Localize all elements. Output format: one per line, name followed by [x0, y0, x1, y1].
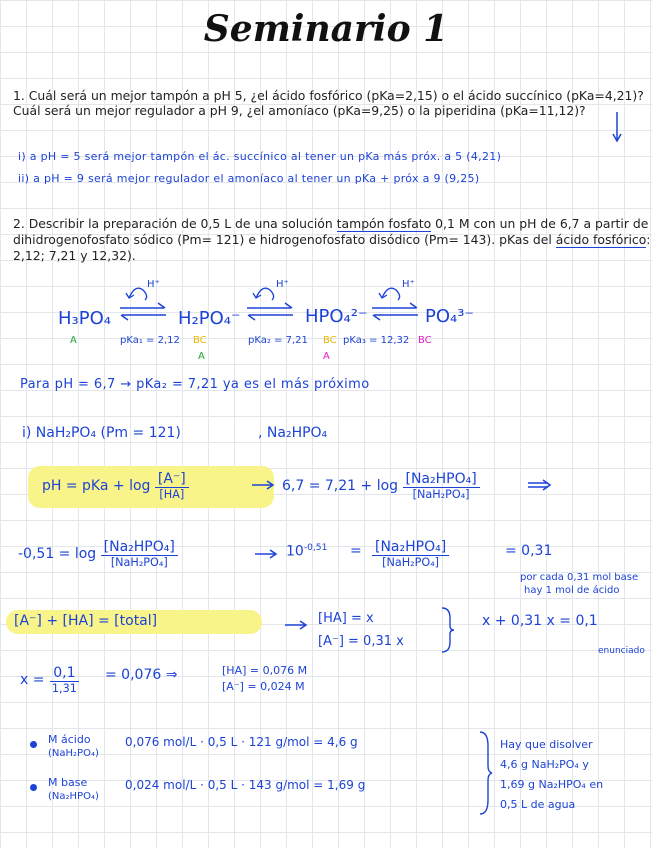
salt-1: i) NaH₂PO₄ (Pm = 121) — [22, 425, 181, 441]
question-2-line-1: 2. Describir la preparación de 0,5 L de una solución tampón fosfato 0,1 M con un pH de 6,7 a partir de — [13, 216, 649, 231]
x-result: = 0,076 ⇒ — [105, 667, 178, 683]
conclusion-line-3: 1,69 g Na₂HPO₄ en — [500, 778, 604, 791]
salt-2: , Na₂HPO₄ — [258, 425, 328, 441]
brace-icon — [440, 606, 456, 654]
answer-1-ii: ii) a pH = 9 será mejor regulador el amoníaco al tener un pKa + próx a 9 (9,25) — [18, 172, 480, 185]
species-h3po4: H₃PO₄ — [58, 308, 111, 329]
arrow-icon — [252, 480, 276, 490]
system-line-1: [HA] = x — [318, 611, 374, 626]
equation-1: 6,7 = 7,21 + log $\frac{\text{[Na₂HPO₄]}}{\text{[NaH₂PO₄]}}$ — [282, 471, 480, 501]
down-arrow-icon — [612, 112, 624, 146]
acid-mass-label: M ácido — [48, 733, 91, 746]
arrow-icon — [285, 620, 309, 630]
arrow-icon — [255, 549, 279, 559]
total-equation: [A⁻] + [HA] = [total] — [14, 613, 158, 629]
equilibrium-arrow-icon — [118, 300, 168, 326]
proton-label: H⁺ — [276, 279, 289, 290]
equals-sign: = — [350, 543, 362, 559]
system-line-3: x + 0,31 x = 0,1 — [482, 613, 598, 629]
note-line-2: hay 1 mol de ácido — [524, 585, 620, 596]
pka2-label: pKa₂ = 7,21 — [248, 335, 308, 346]
pka3-label: pKa₃ = 12,32 — [343, 335, 410, 346]
proton-label: H⁺ — [147, 279, 160, 290]
implies-arrow-icon — [528, 480, 554, 490]
base-mass-calc: 0,024 mol/L · 0,5 L · 143 g/mol = 1,69 g — [125, 778, 366, 792]
henderson-equation: pH = pKa + log $\frac{[A^-]}{[HA]}$ — [42, 471, 189, 501]
acid-label: A — [70, 335, 77, 346]
x-equation: x = $\frac{0,1}{1,31}$ — [20, 665, 77, 695]
para-line: Para pH = 6,7 → pKa₂ = 7,21 ya es el más próximo — [20, 377, 370, 392]
bc-label: BC — [193, 335, 207, 346]
pka1-label: pKa₁ = 2,12 — [120, 335, 180, 346]
ratio-result: = 0,31 — [505, 543, 553, 559]
page-title: Seminario 1 — [203, 8, 449, 50]
species-h2po4: H₂PO₄⁻ — [178, 308, 241, 329]
power-ten: $10^{-0,51}$ — [286, 543, 328, 560]
brace-icon — [478, 730, 494, 816]
question-2-line-2: dihidrogenofosfato sódico (Pm= 121) e hidrogenofosfato disódico (Pm= 143). pKas del ácido fosfórico: — [13, 232, 651, 247]
proton-label: H⁺ — [402, 279, 415, 290]
conclusion-line-1: Hay que disolver — [500, 738, 593, 751]
note-line-1: por cada 0,31 mol base — [520, 572, 639, 583]
a-result: [A⁻] = 0,024 M — [222, 680, 305, 693]
acid-label: A — [323, 351, 330, 362]
base-mass-sub: (Na₂HPO₄) — [48, 791, 99, 802]
conclusion-line-2: 4,6 g NaH₂PO₄ y — [500, 758, 589, 771]
bullet-icon — [30, 741, 37, 748]
ha-result: [HA] = 0,076 M — [222, 664, 308, 677]
conclusion-line-4: 0,5 L de agua — [500, 798, 576, 811]
question-1-line-2: Cuál será un mejor regulador a pH 9, ¿el amoníaco (pKa=9,25) o la piperidina (pKa=11,12)? — [13, 103, 586, 118]
equilibrium-arrow-icon — [245, 300, 295, 326]
bc-label: BC — [323, 335, 337, 346]
species-po4: PO₄³⁻ — [425, 306, 474, 327]
answer-1-i: i) a pH = 5 será mejor tampón el ác. succínico al tener un pKa más próx. a 5 (4,21) — [18, 150, 502, 163]
question-2-line-3: 2,12; 7,21 y 12,32). — [13, 248, 136, 263]
enunciado-note: enunciado — [598, 646, 645, 656]
bullet-icon — [30, 784, 37, 791]
equilibrium-arrow-icon — [370, 300, 420, 326]
ratio-fraction: $\frac{\text{[Na₂HPO₄]}}{\text{[NaH₂PO₄]}}$ — [372, 539, 449, 569]
species-hpo4: HPO₄²⁻ — [305, 306, 368, 327]
acid-mass-sub: (NaH₂PO₄) — [48, 748, 99, 759]
system-line-2: [A⁻] = 0,31 x — [318, 634, 404, 649]
base-mass-label: M base — [48, 776, 88, 789]
acid-label: A — [198, 351, 205, 362]
question-1-line-1: 1. Cuál será un mejor tampón a pH 5, ¿el ácido fosfórico (pKa=2,15) o el ácido succínico (pKa=4,21)? — [13, 88, 644, 103]
bc-label: BC — [418, 335, 432, 346]
acid-mass-calc: 0,076 mol/L · 0,5 L · 121 g/mol = 4,6 g — [125, 735, 358, 749]
equation-2: -0,51 = log $\frac{\text{[Na₂HPO₄]}}{\text{[NaH₂PO₄]}}$ — [18, 539, 178, 569]
